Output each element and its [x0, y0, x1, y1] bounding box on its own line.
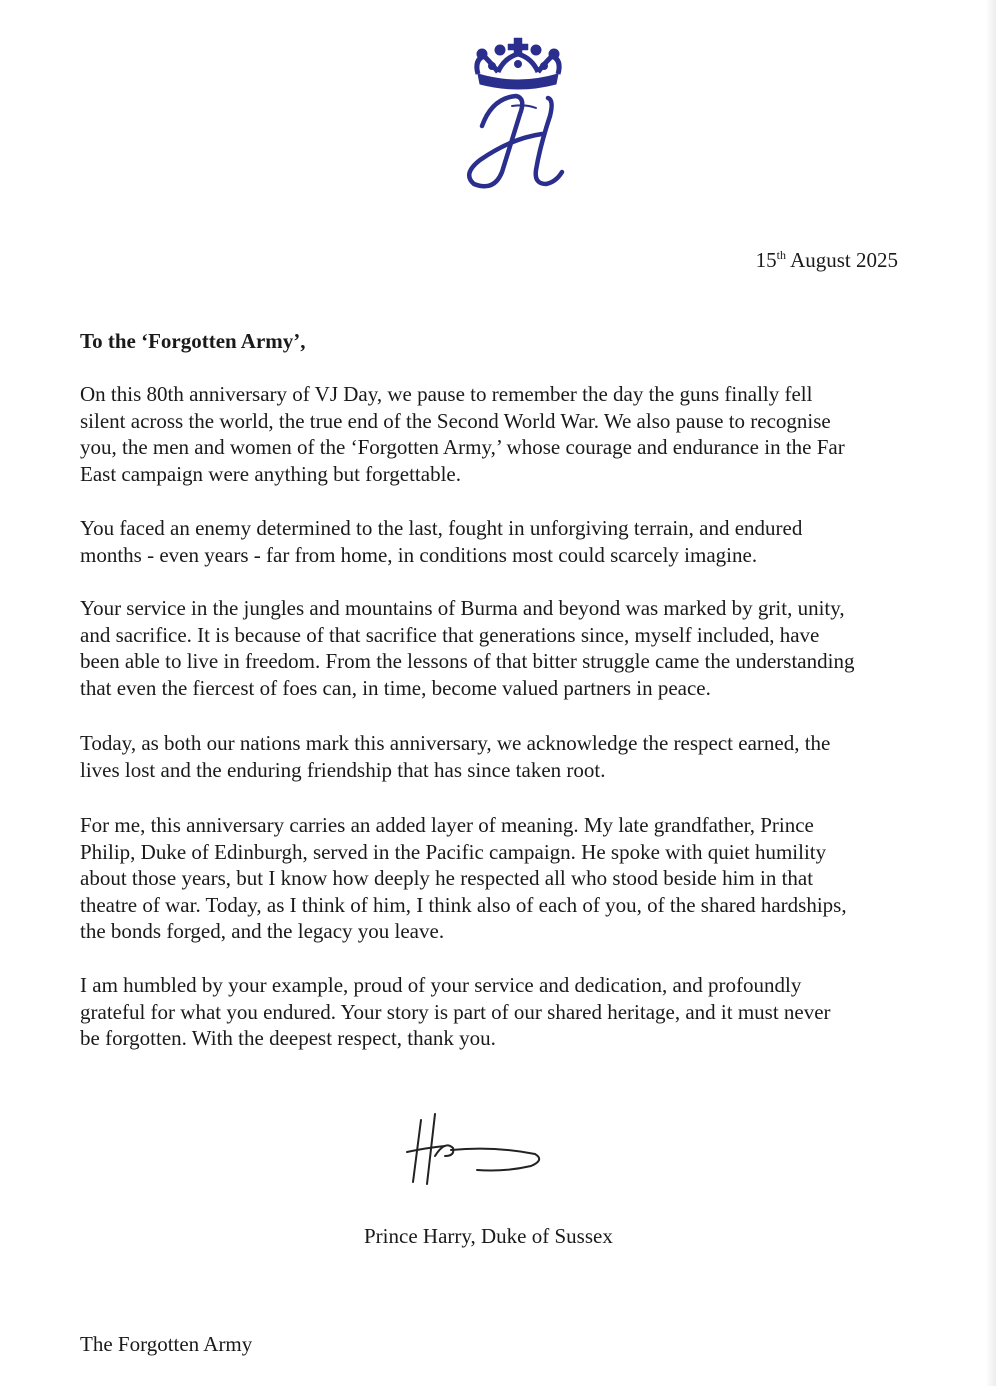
- addressee: The Forgotten Army: [80, 1332, 253, 1356]
- paragraph-line: Philip, Duke of Edinburgh, served in the Pacific campaign. He spoke with quiet humility: [80, 839, 827, 864]
- paragraph-line: that even the fiercest of foes can, in time, become valued partners in peace.: [80, 675, 711, 700]
- paragraph-line: you, the men and women of the ‘Forgotten Army,’ whose courage and endurance in the Far: [80, 435, 845, 460]
- date-month-year: August 2025: [790, 248, 898, 272]
- paragraph-3: [80, 595, 950, 701]
- paragraph-line: months - even years - far from home, in conditions most could scarcely imagine.: [80, 542, 758, 567]
- paragraph-line: You faced an enemy determined to the last, fought in unforgiving terrain, and endured: [80, 516, 803, 540]
- paragraph-line: and sacrifice. It is because of that sacrifice that generations since, myself included, have: [80, 622, 820, 647]
- edge-shadow: [986, 0, 996, 1386]
- paragraph-line: theatre of war. Today, as I think of him, I think also of each of you, of the shared hardships,: [80, 892, 847, 917]
- paragraph-4: [80, 730, 950, 783]
- paragraph-5: [80, 812, 950, 945]
- paragraph-line: about those years, but I know how deeply he respected all who stood beside him in that: [80, 866, 814, 891]
- paragraph-line: Your service in the jungles and mountains of Burma and beyond was marked by grit, unity,: [80, 596, 845, 620]
- salutation: To the ‘Forgotten Army’,: [80, 329, 306, 353]
- paragraph-line: the bonds forged, and the legacy you leave.: [80, 919, 445, 944]
- paragraph-6: [80, 972, 950, 1052]
- paragraph-line: East campaign were anything but forgettable.: [80, 461, 461, 486]
- paragraph-1: [80, 381, 950, 487]
- paragraph-line: For me, this anniversary carries an added layer of meaning. My late grandfather, Prince: [80, 813, 814, 837]
- paragraph-line: I am humbled by your example, proud of your service and dedication, and profoundly: [80, 973, 802, 997]
- paragraph-line: Today, as both our nations mark this anniversary, we acknowledge the respect earned, the: [80, 731, 831, 755]
- paragraph-line: be forgotten. With the deepest respect, thank you.: [80, 1026, 496, 1051]
- paragraph-line: lives lost and the enduring friendship that has since taken root.: [80, 757, 606, 782]
- handwritten-signature: [405, 1110, 550, 1190]
- paragraph-line: grateful for what you endured. Your story is part of our shared heritage, and it must never: [80, 999, 831, 1024]
- signoff-name: Prince Harry, Duke of Sussex: [364, 1224, 613, 1248]
- paragraph-2: [80, 515, 950, 568]
- date-ordinal: th: [776, 248, 786, 262]
- crown-monogram-logo: [452, 34, 584, 196]
- date-day: 15: [755, 248, 777, 272]
- paragraph-line: been able to live in freedom. From the lessons of that bitter struggle came the understanding: [80, 649, 855, 674]
- paragraph-line: On this 80th anniversary of VJ Day, we pause to remember the day the guns finally fell: [80, 382, 813, 406]
- paragraph-line: silent across the world, the true end of the Second World War. We also pause to recognise: [80, 408, 831, 433]
- letter-date: [756, 246, 898, 274]
